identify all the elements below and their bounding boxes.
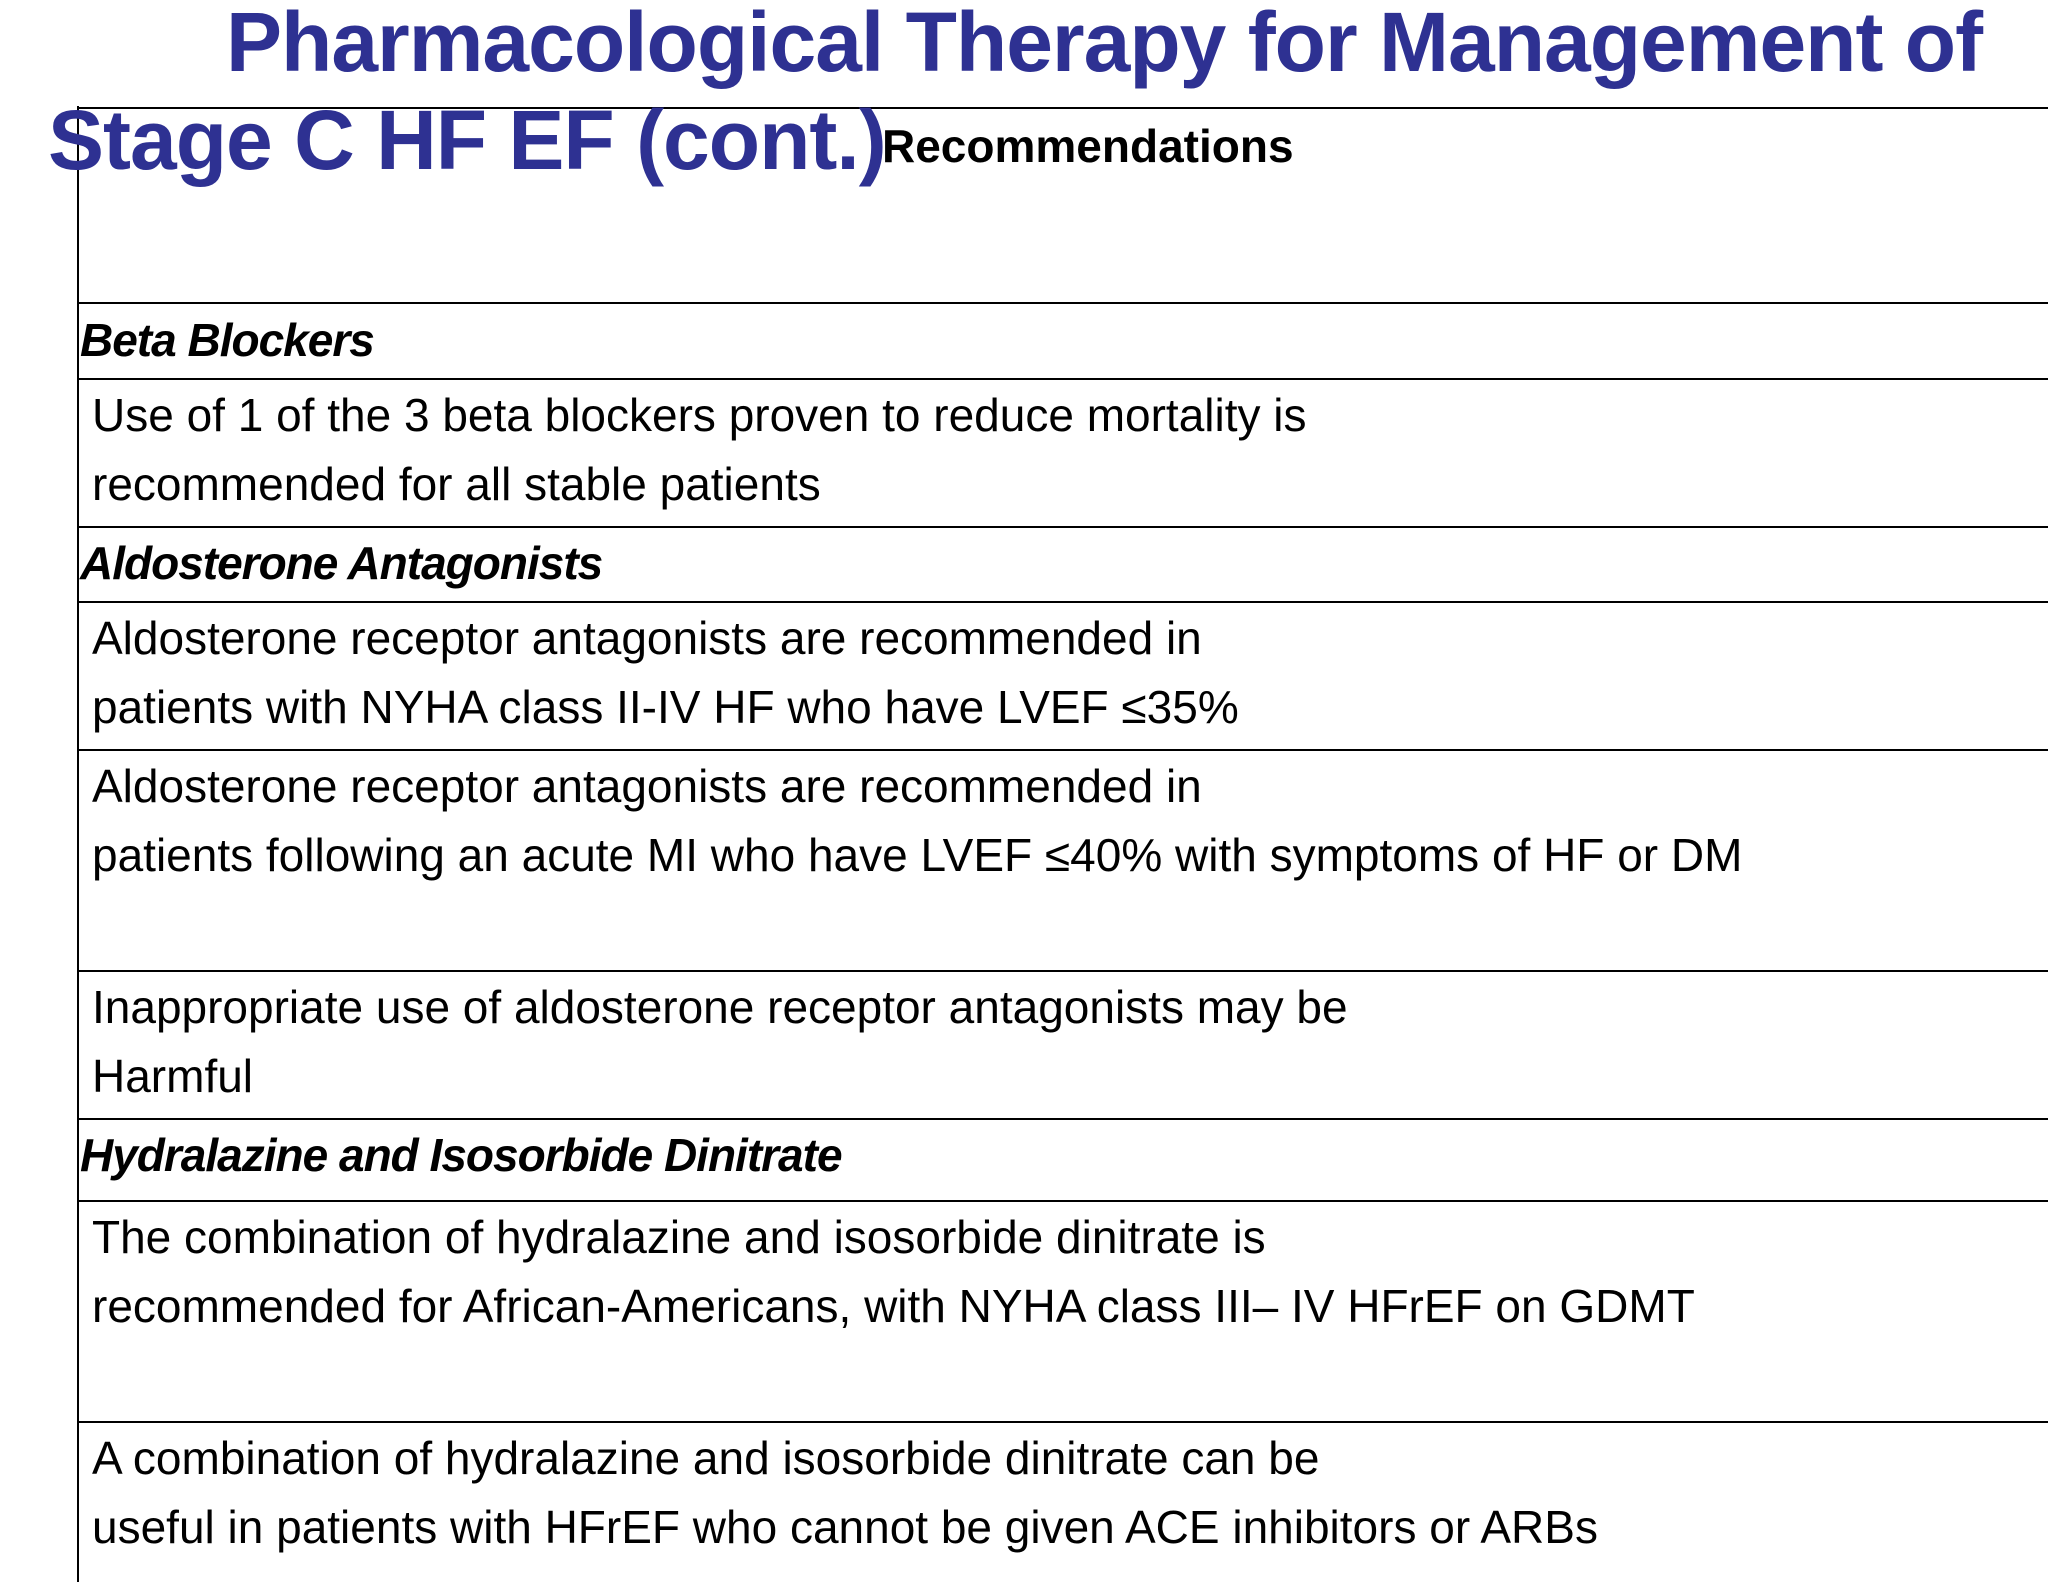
recommendation-line: recommended for African-Americans, with NYHA class III– IV HFrEF on GDMT <box>92 1280 1695 1332</box>
row-divider <box>77 970 2048 972</box>
row-divider <box>77 1421 2048 1423</box>
slide-title-line-1: Pharmacological Therapy for Management of <box>226 0 1983 89</box>
recommendation-cell <box>92 604 1239 742</box>
row-divider <box>77 749 2048 751</box>
recommendation-line: Aldosterone receptor antagonists are recommended in <box>92 612 1202 664</box>
recommendation-cell <box>92 1203 1695 1341</box>
recommendation-line: Inappropriate use of aldosterone receptor antagonists may be <box>92 981 1348 1033</box>
section-heading-aldosterone-antagonists: Aldosterone Antagonists <box>80 537 603 589</box>
recommendation-line: Harmful <box>92 1050 254 1102</box>
recommendation-cell <box>92 381 1307 519</box>
row-divider <box>77 302 2048 304</box>
recommendation-cell <box>92 1424 1598 1562</box>
table-header-recommendations: Recommendations <box>882 120 1294 172</box>
recommendation-line: A combination of hydralazine and isosorbide dinitrate can be <box>92 1432 1320 1484</box>
recommendation-cell <box>92 752 1742 890</box>
recommendation-line: patients with NYHA class II-IV HF who have LVEF ≤35% <box>92 681 1239 733</box>
row-divider <box>77 378 2048 380</box>
row-divider <box>77 1118 2048 1120</box>
slide-title-line-2: Stage C HF EF (cont.) <box>48 93 886 187</box>
recommendation-line: Use of 1 of the 3 beta blockers proven to reduce mortality is <box>92 389 1307 441</box>
row-divider <box>77 601 2048 603</box>
section-heading-hydralazine-isosorbide: Hydralazine and Isosorbide Dinitrate <box>80 1129 842 1181</box>
recommendation-cell <box>92 973 1348 1111</box>
recommendation-line: useful in patients with HFrEF who cannot be given ACE inhibitors or ARBs <box>92 1501 1598 1553</box>
recommendation-line: patients following an acute MI who have LVEF ≤40% with symptoms of HF or DM <box>92 829 1743 881</box>
row-divider <box>77 1200 2048 1202</box>
row-divider <box>77 526 2048 528</box>
recommendation-line: Aldosterone receptor antagonists are recommended in <box>92 760 1202 812</box>
section-heading-beta-blockers: Beta Blockers <box>80 314 374 366</box>
recommendation-line: recommended for all stable patients <box>92 458 821 510</box>
recommendation-line: The combination of hydralazine and isosorbide dinitrate is <box>92 1211 1266 1263</box>
table-left-border <box>77 106 79 1582</box>
